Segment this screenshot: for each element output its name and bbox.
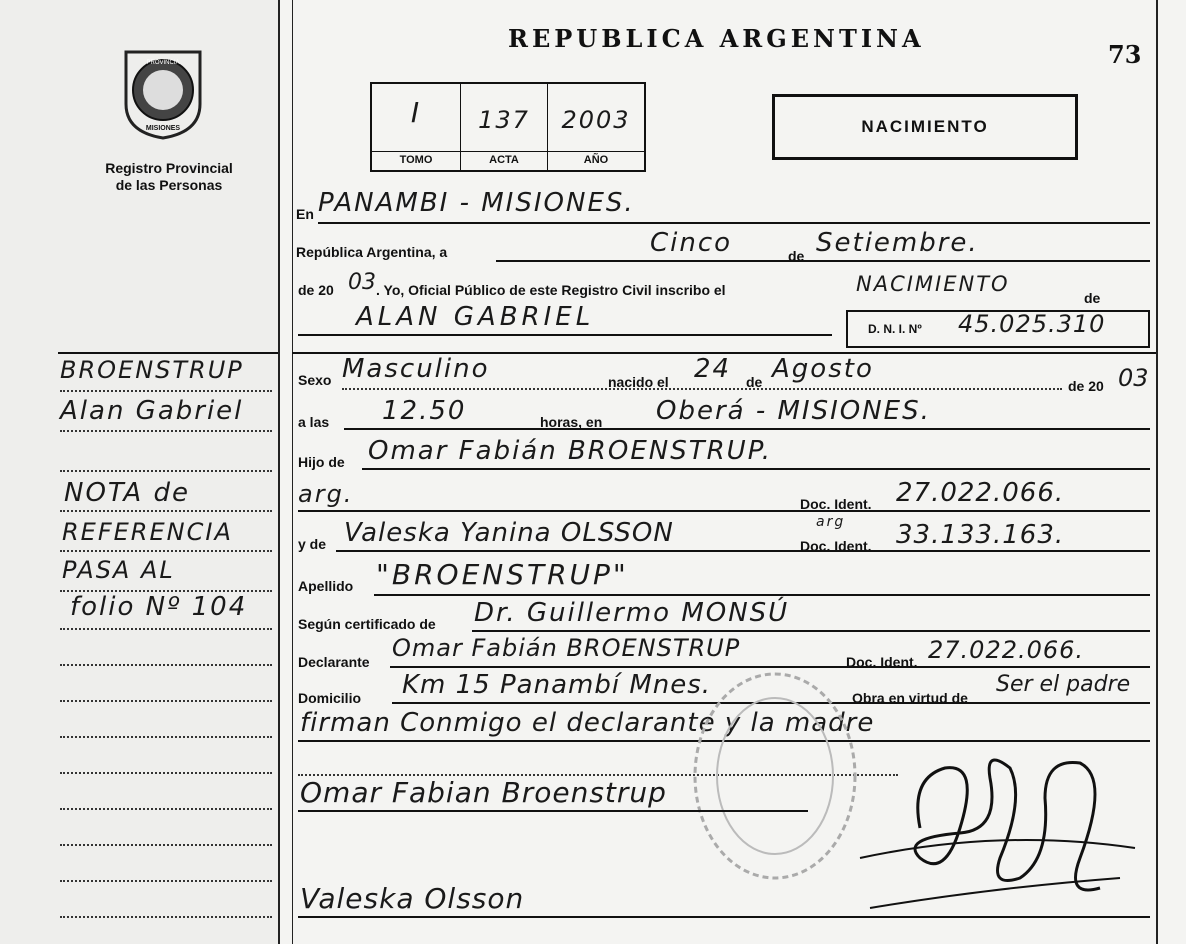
- tomo-label: TOMO: [372, 151, 460, 166]
- mother-doc-label: Doc. Ident.: [800, 538, 872, 554]
- official-stamp: [690, 668, 860, 884]
- margin-given-names: Alan Gabriel: [60, 396, 244, 426]
- margin-rule: [58, 352, 278, 354]
- father-name: Omar Fabián BROENSTRUP.: [368, 436, 773, 466]
- mother-signature: Valeska Olsson: [300, 882, 525, 915]
- domicilio-value: Km 15 Panambí Mnes.: [402, 670, 712, 700]
- margin-divider: [278, 0, 280, 944]
- de-label-2: de: [1084, 290, 1101, 306]
- sexo-value: Masculino: [342, 354, 490, 384]
- note-line-2: REFERENCIA: [62, 518, 233, 546]
- year-prefix: de 20: [298, 282, 334, 298]
- margin-line: [60, 700, 272, 702]
- birth-hour: 12.50: [382, 396, 467, 426]
- line: [362, 468, 1150, 470]
- father-nationality: arg.: [298, 480, 354, 508]
- republica-label: República Argentina, a: [296, 244, 448, 260]
- note-line-1: NOTA de: [64, 478, 190, 508]
- line: [318, 222, 1150, 224]
- line: [374, 594, 1150, 596]
- dni-box: [846, 310, 1150, 348]
- birth-year-prefix: de 20: [1068, 378, 1104, 394]
- margin-line: [60, 664, 272, 666]
- seal-text-top: PROVINCIA: [146, 60, 180, 66]
- line: [298, 334, 832, 336]
- office-title: [84, 160, 254, 194]
- right-border: [1156, 0, 1158, 944]
- office-title-line1: Registro Provincial: [105, 160, 233, 176]
- mother-nationality: arg: [816, 514, 846, 530]
- ano-cell: [548, 84, 644, 170]
- hijo-label: Hijo de: [298, 454, 345, 470]
- record-type-box: NACIMIENTO: [772, 94, 1078, 160]
- margin-line: [60, 880, 272, 882]
- birth-day: 24: [694, 354, 732, 384]
- ledger-box: [370, 82, 646, 172]
- sexo-label: Sexo: [298, 372, 332, 388]
- ano-value: 2003: [561, 106, 631, 134]
- birth-registration-place: PANAMBI - MISIONES.: [318, 188, 635, 218]
- father-doc: 27.022.066.: [896, 478, 1065, 508]
- line: [344, 428, 1150, 430]
- country-header: REPUBLICA ARGENTINA: [508, 24, 925, 53]
- nacido-label: nacido el: [608, 374, 669, 390]
- birth-month: Agosto: [772, 354, 874, 384]
- birth-year: 03: [1118, 364, 1149, 392]
- acta-value: 137: [478, 106, 530, 134]
- de-label-3: de: [746, 374, 763, 390]
- note-line-3: PASA AL: [62, 556, 175, 584]
- margin-line: [60, 510, 272, 512]
- acta-cell: [461, 84, 548, 170]
- office-title-line2: de las Personas: [115, 177, 223, 193]
- obra-label: Obra en virtud de: [852, 690, 968, 706]
- acta-label: ACTA: [461, 151, 547, 166]
- certifying-doctor: Dr. Guillermo MONSÚ: [474, 598, 790, 628]
- folio-number: 73: [1108, 40, 1142, 69]
- registration-day: Cinco: [650, 228, 733, 258]
- a-las-label: a las: [298, 414, 330, 430]
- continuation-text: firman Conmigo el declarante y la madre: [300, 708, 875, 738]
- seal-text-bottom: MISIONES: [145, 125, 181, 132]
- margin-line: [60, 628, 272, 630]
- de-label: de: [788, 248, 805, 264]
- margin-line: [60, 550, 272, 552]
- declarante-name: Omar Fabián BROENSTRUP: [392, 634, 741, 662]
- line: [342, 388, 1062, 390]
- apellido-label: Apellido: [298, 578, 354, 594]
- tomo-cell: [372, 84, 461, 170]
- margin-line: [60, 808, 272, 810]
- dni-label: D. N. I. Nº: [868, 322, 922, 336]
- declarante-doc: 27.022.066.: [928, 636, 1085, 664]
- line: [472, 630, 1150, 632]
- declarante-doc-label: Doc. Ident.: [846, 654, 918, 670]
- segun-label: Según certificado de: [298, 616, 436, 632]
- line: [298, 510, 1150, 512]
- child-name: ALAN GABRIEL: [356, 302, 595, 332]
- mother-doc: 33.133.163.: [896, 520, 1065, 550]
- tomo-value: I: [410, 96, 422, 129]
- y-de-label: y de: [298, 536, 327, 552]
- horas-label: horas, en: [540, 414, 603, 430]
- declarante-label: Declarante: [298, 654, 370, 670]
- margin-line: [60, 916, 272, 918]
- father-signature: Omar Fabian Broenstrup: [300, 776, 667, 809]
- line: [336, 550, 1150, 552]
- signature-line: [298, 810, 808, 812]
- registration-year: 03: [348, 270, 376, 295]
- birth-place: Oberá - MISIONES.: [656, 396, 931, 426]
- domicilio-label: Domicilio: [298, 690, 362, 706]
- margin-line: [60, 772, 272, 774]
- ano-label: AÑO: [548, 151, 644, 166]
- dni-value: 45.025.310: [958, 310, 1106, 338]
- inscription-type: NACIMIENTO: [856, 272, 1010, 296]
- margin-line: [60, 844, 272, 846]
- official-signature: [850, 738, 1140, 918]
- registration-month: Setiembre.: [816, 228, 979, 258]
- margin-line: [60, 430, 272, 432]
- margin-line: [60, 390, 272, 392]
- margin-line: [60, 736, 272, 738]
- margin-line: [60, 590, 272, 592]
- mother-name: Valeska Yanina OLSSON: [344, 518, 674, 548]
- note-line-4: folio Nº 104: [70, 592, 248, 622]
- line: [496, 260, 1150, 262]
- en-label: En: [296, 206, 314, 222]
- oficial-text: . Yo, Oficial Público de este Registro Civil inscribo el: [376, 282, 726, 298]
- margin-line: [60, 470, 272, 472]
- apellido-value: "BROENSTRUP": [376, 558, 629, 591]
- margin-column: [0, 0, 278, 944]
- province-seal: [116, 44, 210, 140]
- obra-value: Ser el padre: [996, 672, 1131, 697]
- margin-divider-inner: [292, 0, 293, 944]
- father-doc-label: Doc. Ident.: [800, 496, 872, 512]
- margin-surname: BROENSTRUP: [60, 356, 244, 384]
